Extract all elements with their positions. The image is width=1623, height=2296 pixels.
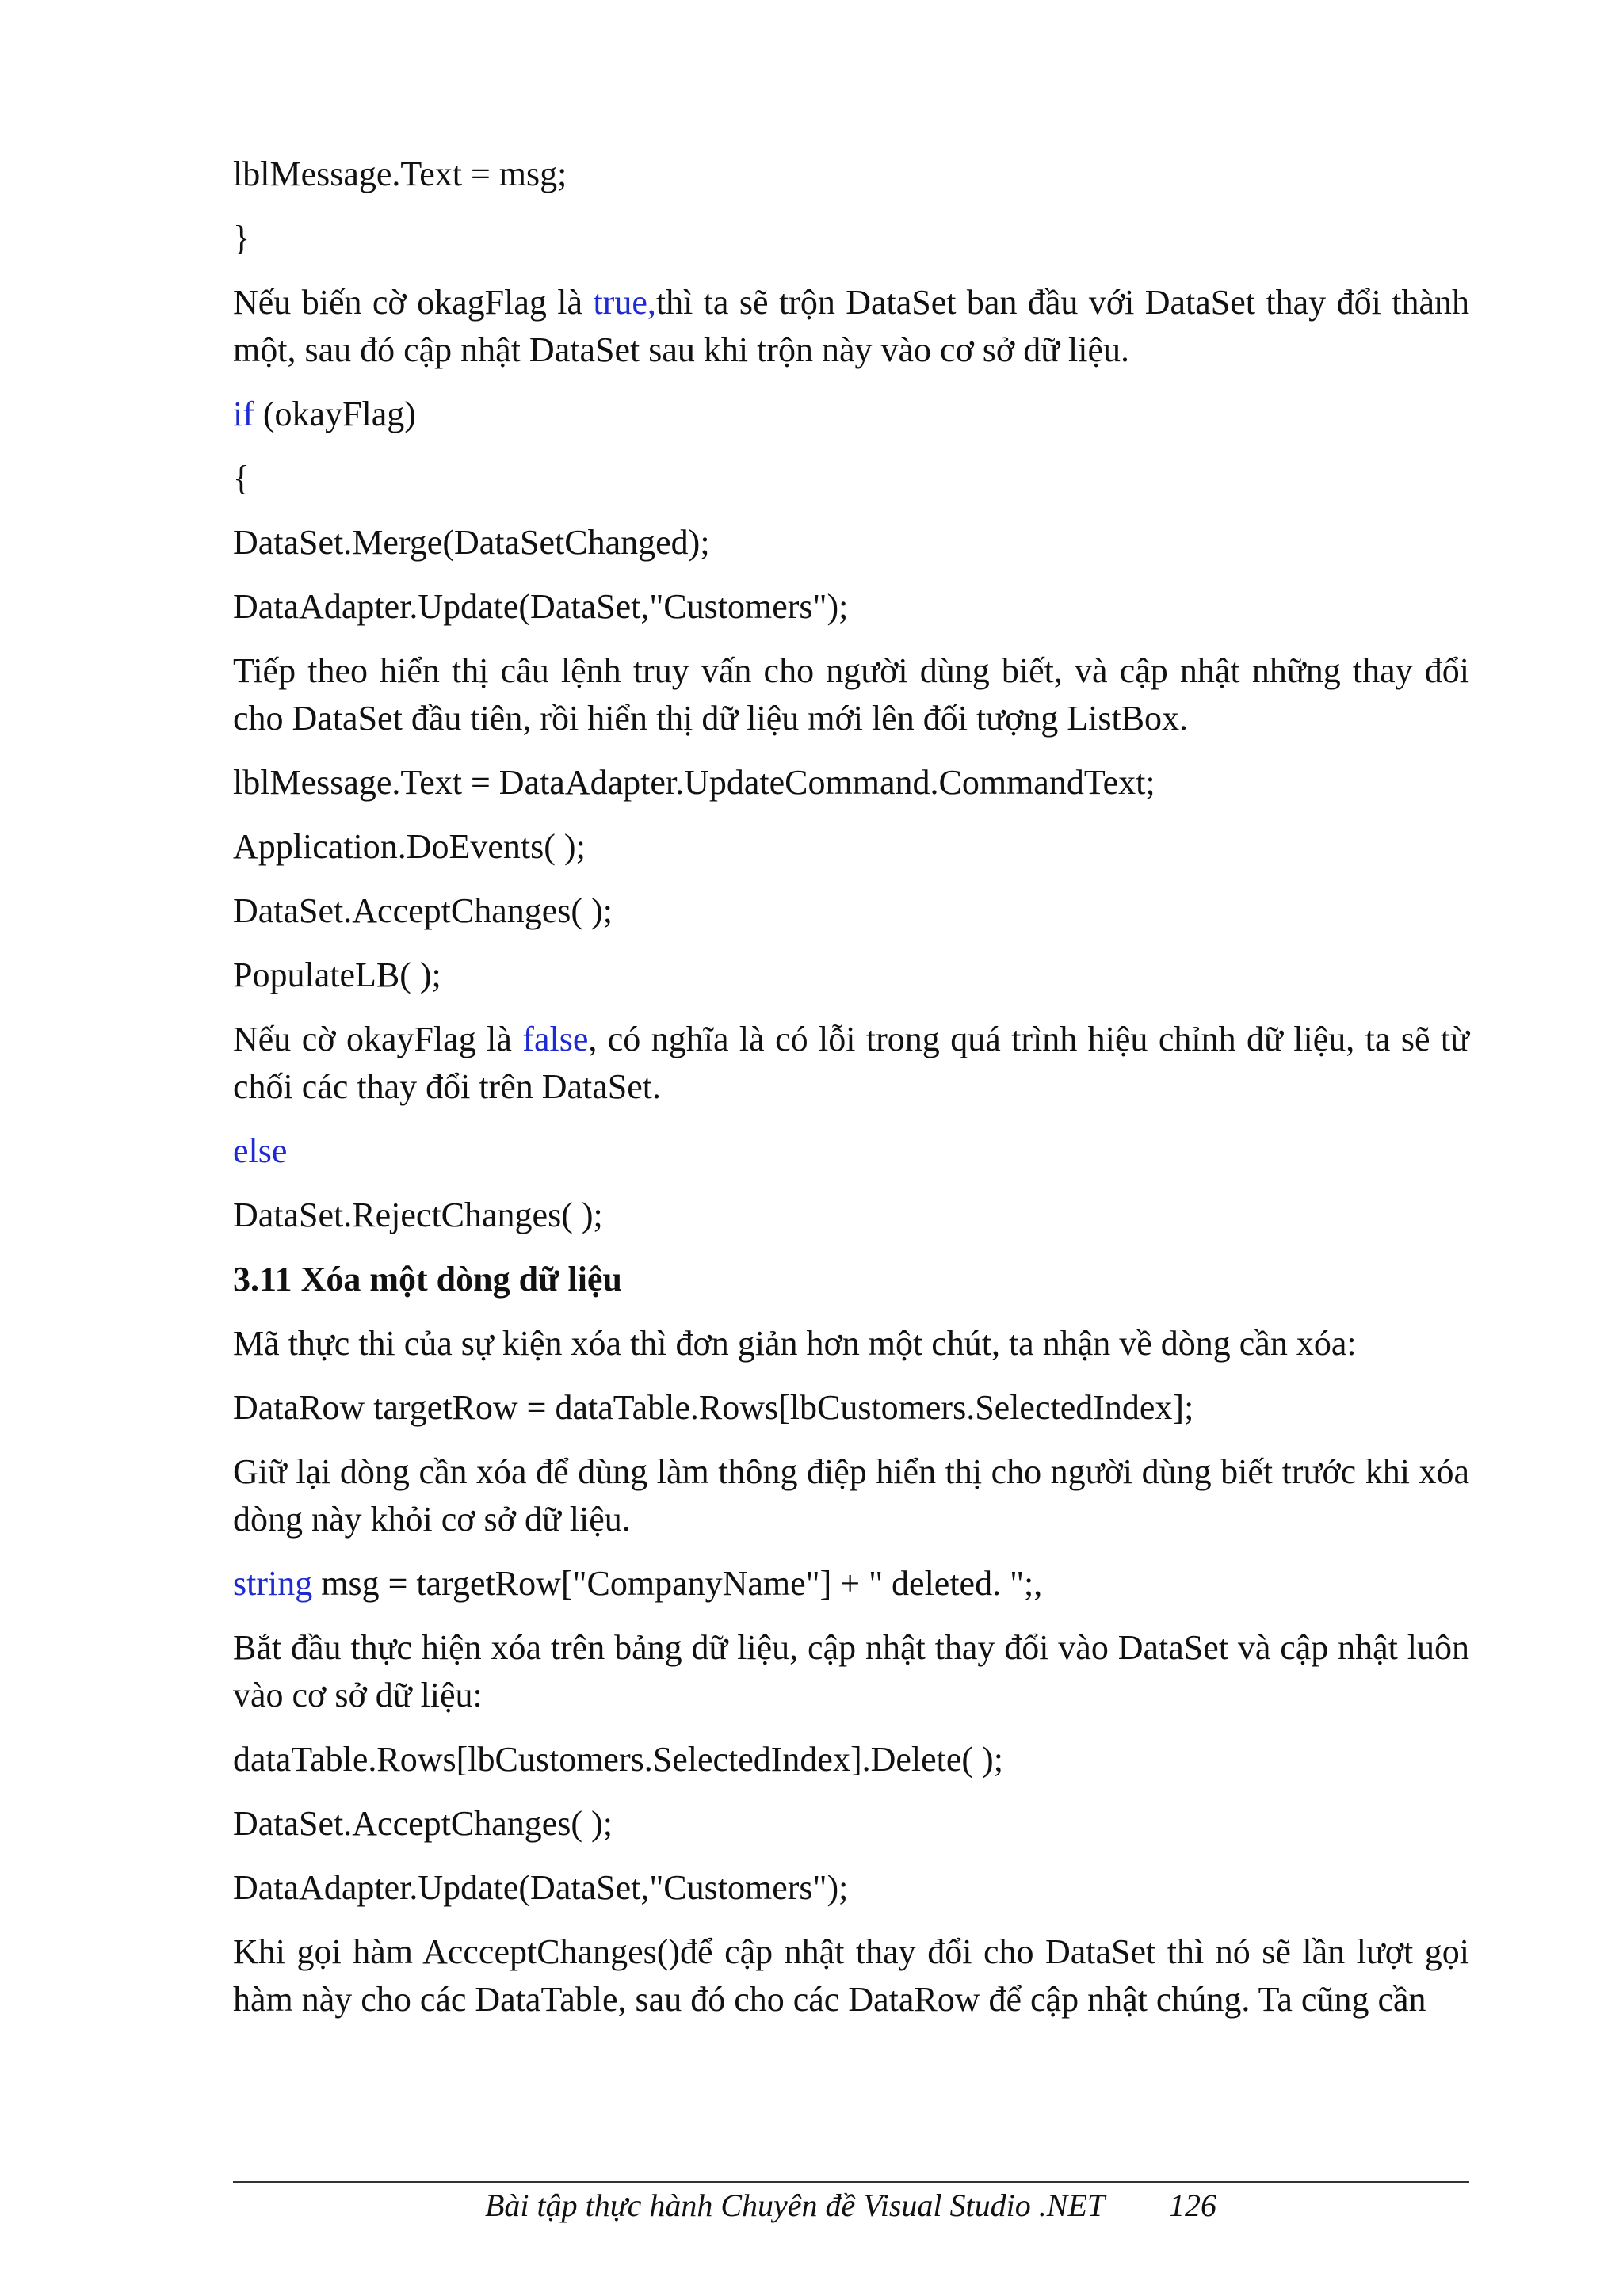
paragraph: Giữ lại dòng cần xóa để dùng làm thông điệp hiển thị cho người dùng biết trước khi xóa dòng này khỏi cơ sở dữ liệu.	[233, 1452, 1469, 1539]
paragraph: Tiếp theo hiển thị câu lệnh truy vấn cho người dùng biết, và cập nhật những thay đổi cho DataSet đầu tiên, rồi hiển thị dữ liệu mới lên đối tượng ListBox.	[233, 651, 1469, 738]
code-line: {	[233, 459, 250, 498]
page-number: 126	[1169, 2187, 1216, 2223]
paragraph-text: , có nghĩa là có lỗi trong quá trình hiệu chỉnh dữ liệu, ta sẽ từ chối các thay đổi trên DataSet.	[233, 1020, 1469, 1106]
code-line: PopulateLB( );	[233, 955, 441, 994]
keyword: false	[522, 1020, 589, 1058]
paragraph: Bắt đầu thực hiện xóa trên bảng dữ liệu, cập nhật thay đổi vào DataSet và cập nhật luôn vào cơ sở dữ liệu:	[233, 1628, 1469, 1714]
code-line: dataTable.Rows[lbCustomers.SelectedIndex].Delete( );	[233, 1740, 1003, 1779]
paragraph	[233, 1016, 1469, 1111]
code-line: lblMessage.Text = DataAdapter.UpdateCommand.CommandText;	[233, 763, 1155, 802]
paragraph: Mã thực thi của sự kiện xóa thì đơn giản hơn một chút, ta nhận về dòng cần xóa:	[233, 1324, 1357, 1363]
code-line: Application.DoEvents( );	[233, 827, 586, 866]
keyword: string	[233, 1564, 313, 1603]
paragraph	[233, 279, 1469, 374]
code-line: DataSet.AcceptChanges( );	[233, 1804, 613, 1843]
paragraph-text: Nếu biến cờ okagFlag là	[233, 283, 594, 322]
code-line: DataRow targetRow = dataTable.Rows[lbCustomers.SelectedIndex];	[233, 1388, 1194, 1427]
page-body	[233, 151, 1469, 2040]
code-line: else	[233, 1131, 288, 1170]
keyword: if	[233, 395, 254, 433]
code-text: msg = targetRow["CompanyName"] + " deleted. ";,	[312, 1564, 1043, 1603]
code-line: }	[233, 219, 250, 257]
footer-title: Bài tập thực hành Chuyên đề Visual Studio .NET	[485, 2187, 1106, 2223]
footer-divider	[233, 2181, 1469, 2183]
code-line: lblMessage.Text = msg;	[233, 154, 567, 193]
code-line: DataSet.AcceptChanges( );	[233, 891, 613, 930]
paragraph-text: Nếu cờ okayFlag là	[233, 1020, 523, 1058]
keyword: true,	[593, 283, 656, 322]
code-line: DataSet.Merge(DataSetChanged);	[233, 523, 710, 562]
code-line	[233, 391, 1469, 438]
code-text: (okayFlag)	[254, 395, 416, 433]
code-line: DataSet.RejectChanges( );	[233, 1196, 603, 1234]
code-line: DataAdapter.Update(DataSet,"Customers");	[233, 587, 849, 626]
paragraph-text: thì ta sẽ trộn DataSet ban đầu với DataSet thay đổi thành một, sau đó cập nhật DataSet sau khi trộn này vào cơ sở dữ liệu.	[233, 283, 1469, 369]
paragraph: Khi gọi hàm AccceptChanges()để cập nhật thay đổi cho DataSet thì nó sẽ lần lượt gọi hàm này cho các DataTable, sau đó cho các DataRow để cập nhật chúng. Ta cũng cần	[233, 1932, 1469, 2019]
code-line	[233, 1560, 1469, 1608]
code-line: DataAdapter.Update(DataSet,"Customers");	[233, 1868, 849, 1907]
section-heading: 3.11 Xóa một dòng dữ liệu	[233, 1260, 622, 1299]
